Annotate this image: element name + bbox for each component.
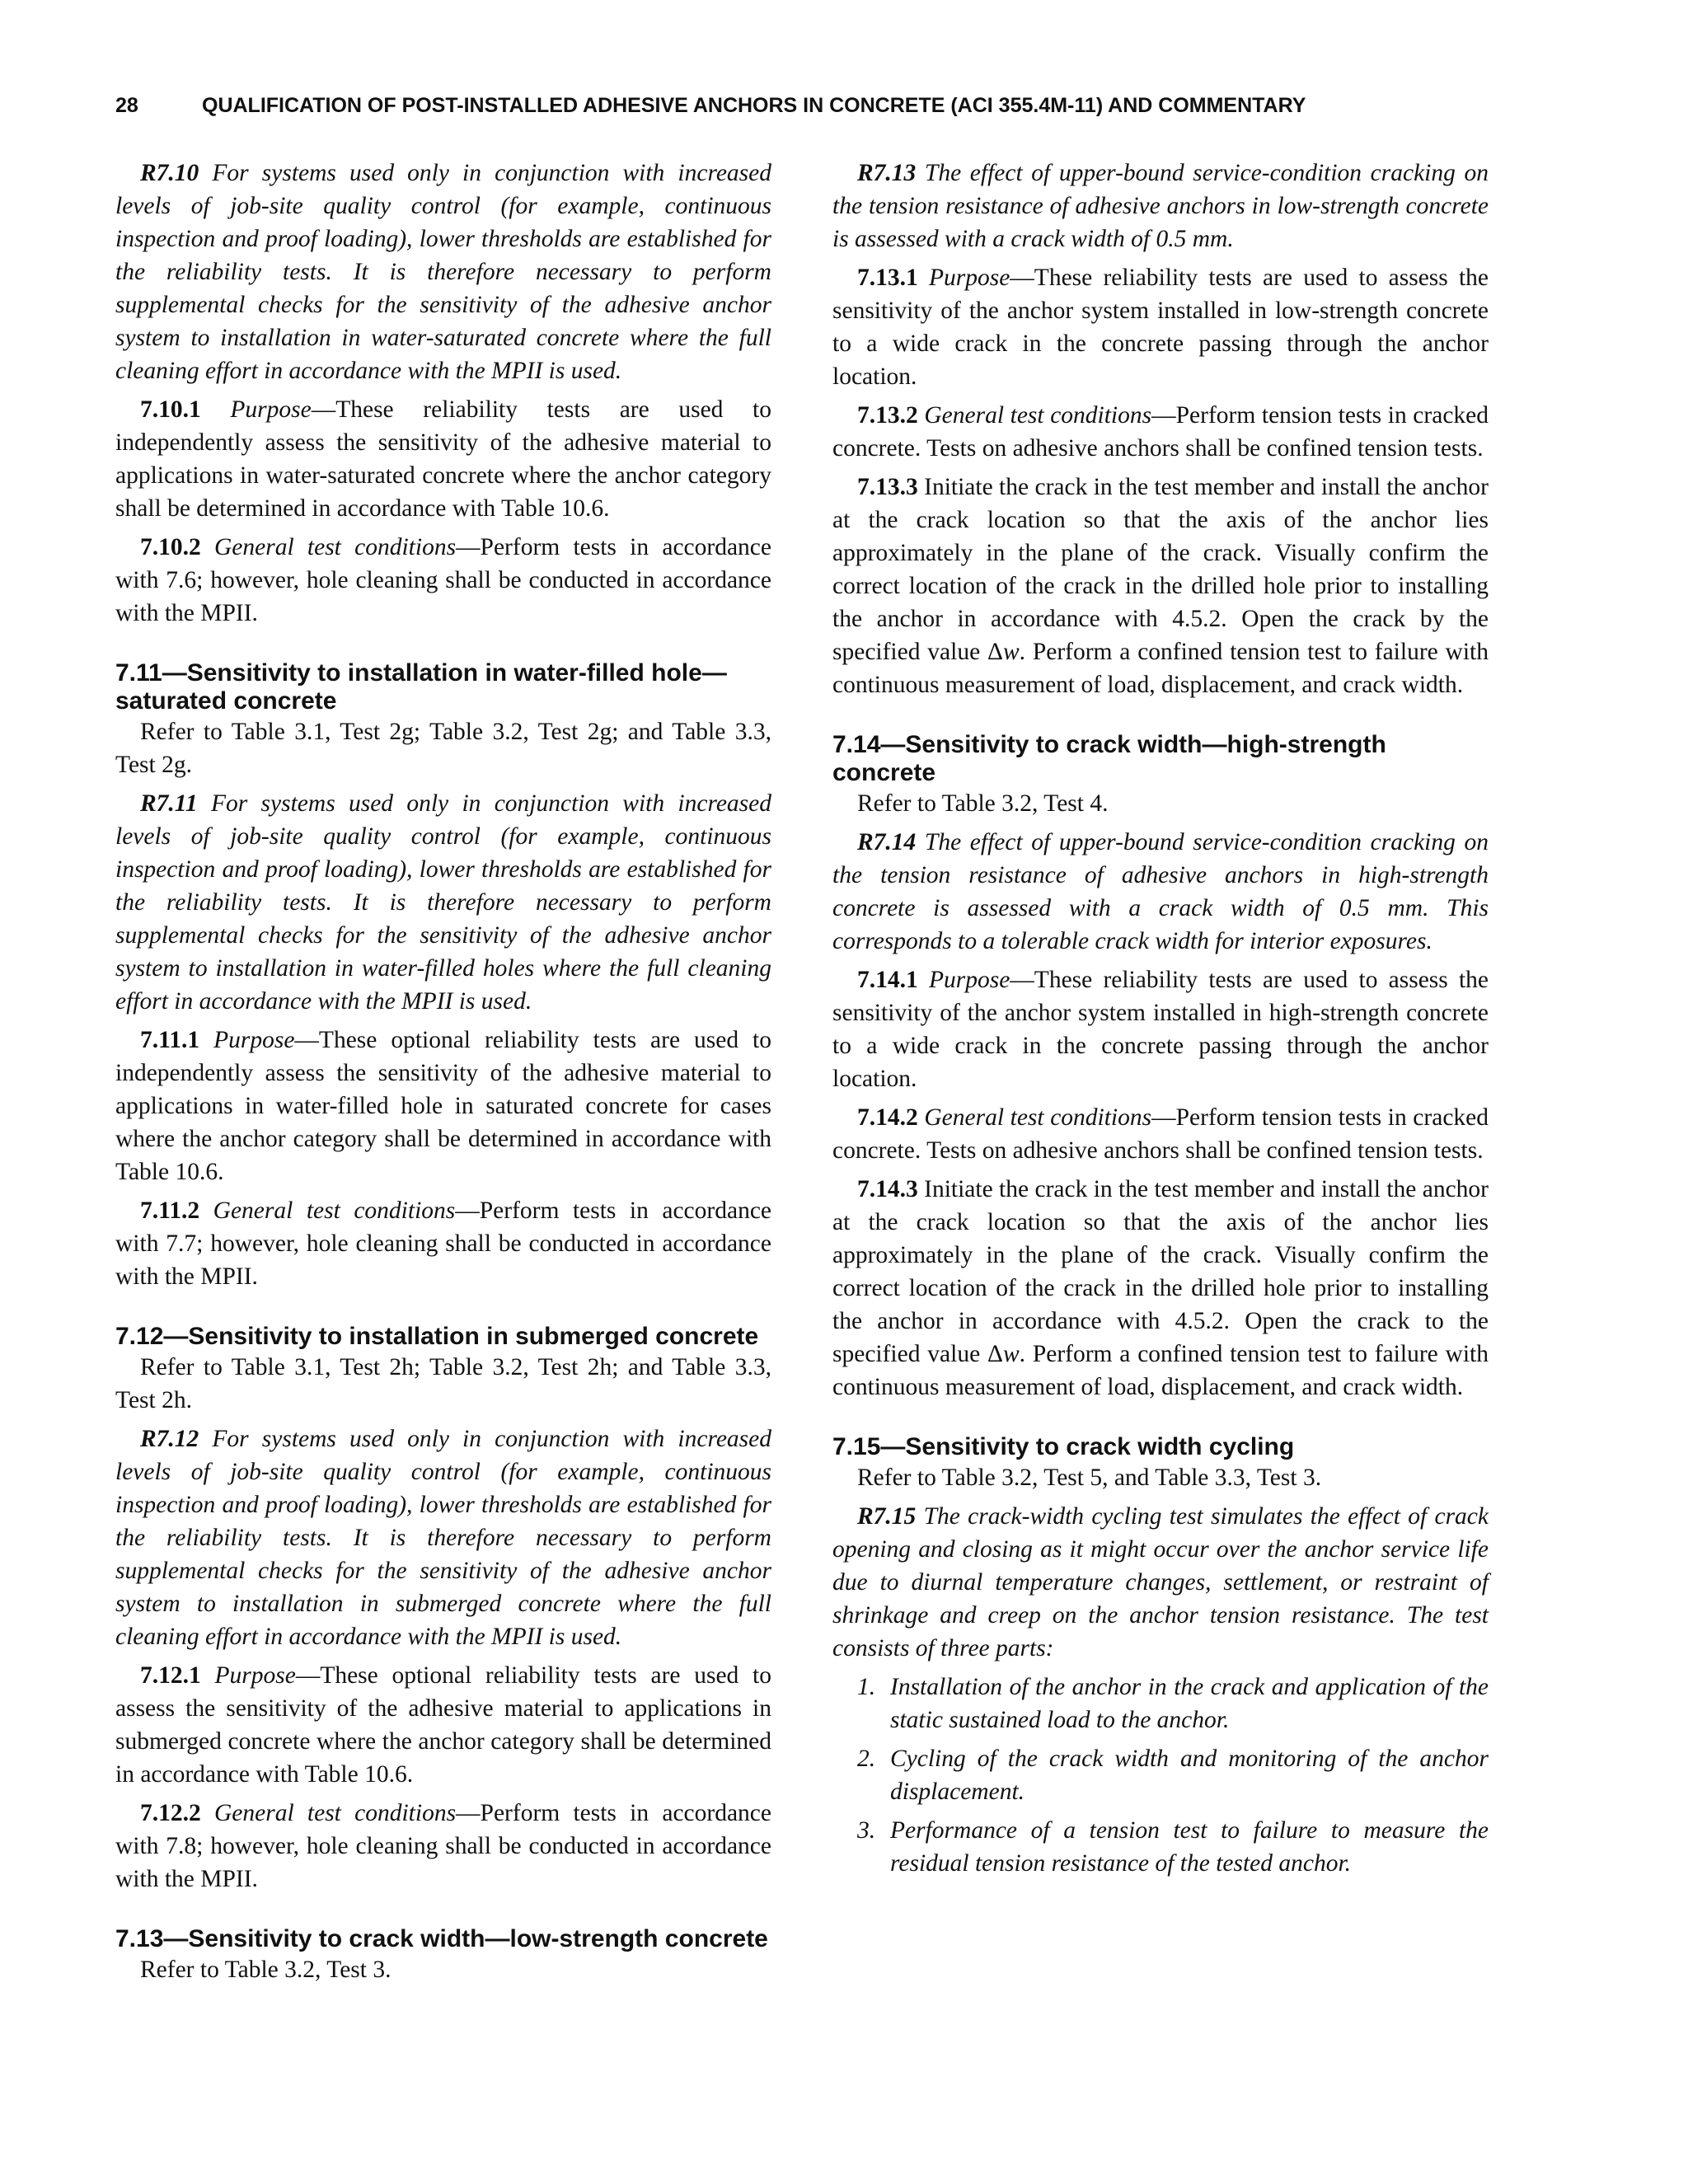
- commentary-text: For systems used only in conjunction with increased levels of job-site quality control (for example, continuous inspection and proof loading), lower thresholds are established for the reliability tests. It is therefore necessary to perform supplemental checks for the sensitivity of the adhesive anchor system to installation in water-saturated concrete where the full cleaning effort in accordance with the MPII is used.: [115, 160, 771, 384]
- commentary-number: R7.10: [140, 160, 199, 186]
- commentary-text: For systems used only in conjunction with increased levels of job-site quality control (for example, continuous inspection and proof loading), lower thresholds are established for the reliability tests. It is therefore necessary to perform supplemental checks for the sensitivity of the adhesive anchor system to installation in submerged concrete where the full cleaning effort in accordance with the MPII is used.: [115, 1426, 771, 1650]
- commentary-number: R7.11: [140, 790, 198, 817]
- paragraph-lead: Purpose: [213, 1027, 295, 1053]
- paragraph-number: 7.11.1: [140, 1027, 200, 1053]
- commentary-text: The effect of upper-bound service-condition cracking on the tension resistance of adhesive anchors in high-strength concrete is assessed with a crack width of 0.5 mm. This corresponds to a tolerable crack width for interior exposures.: [832, 829, 1489, 954]
- running-header: [115, 92, 1582, 125]
- paragraph-text-continued: . Perform a confined tension test to failure with continuous measurement of load, displacement, and crack width.: [832, 1341, 1489, 1400]
- paragraph-lead: General test conditions: [213, 1197, 456, 1224]
- commentary-r7-14: [832, 826, 1489, 958]
- paragraph-7-11-2: [115, 1194, 771, 1293]
- commentary-r7-13: [832, 157, 1489, 255]
- commentary-number: R7.13: [857, 160, 917, 186]
- paragraph-number: 7.13.3: [857, 474, 918, 500]
- page-number: 28: [115, 94, 138, 117]
- paragraph-number: 7.14.1: [857, 967, 918, 993]
- paragraph-text: —Perform tests in accordance with 7.6; however, hole cleaning shall be conducted in accordance with the MPII.: [115, 534, 771, 626]
- paragraph-lead: Purpose: [928, 967, 1010, 993]
- section-reference-7-14: Refer to Table 3.2, Test 4.: [857, 790, 1109, 817]
- paragraph-7-13-3: [832, 471, 1489, 701]
- paragraph-number: 7.13.1: [857, 265, 918, 291]
- paragraph-text: —These reliability tests are used to assess the sensitivity of the anchor system installed in low-strength concrete to a wide crack in the concrete passing through the anchor location.: [832, 265, 1489, 390]
- section-reference-7-11: Refer to Table 3.1, Test 2g; Table 3.2, Test 2g; and Table 3.3, Test 2g.: [115, 719, 771, 778]
- paragraph-number: 7.14.2: [857, 1104, 918, 1131]
- list-marker: 2.: [857, 1746, 876, 1772]
- paragraph-text: —Perform tests in accordance with 7.7; however, hole cleaning shall be conducted in accordance with the MPII.: [115, 1197, 772, 1290]
- paragraph-7-13-2: [832, 399, 1489, 465]
- paragraph-lead: General test conditions: [924, 402, 1152, 429]
- section-heading-7-13: 7.13—Sensitivity to crack width—low-strength concrete: [115, 1925, 768, 1952]
- list-item-text: Performance of a tension test to failure to measure the residual tension resistance of the tested anchor.: [890, 1817, 1489, 1877]
- paragraph-text: —These optional reliability tests are used to independently assess the sensitivity of the adhesive material to applications in water-filled hole in saturated concrete for cases where the anchor category shall be determined in accordance with Table 10.6.: [115, 1027, 771, 1185]
- right-column: [832, 157, 1489, 1886]
- paragraph-lead: General test conditions: [214, 534, 457, 560]
- section-reference-7-15: Refer to Table 3.2, Test 5, and Table 3.3, Test 3.: [857, 1465, 1322, 1491]
- paragraph-text-continued: . Perform a confined tension test to failure with continuous measurement of load, displacement, and crack width.: [832, 639, 1489, 698]
- list-marker: 3.: [857, 1817, 876, 1844]
- running-title: QUALIFICATION OF POST-INSTALLED ADHESIVE ANCHORS IN CONCRETE (ACI 355.4M-11) AND COMMENTARY: [202, 94, 1306, 117]
- paragraph-number: 7.14.3: [857, 1176, 918, 1202]
- paragraph-lead: General test conditions: [214, 1800, 457, 1826]
- paragraph-text: —These optional reliability tests are used to assess the sensitivity of the adhesive material to applications in submerged concrete where the anchor category shall be determined in accordance with Table 10.6.: [115, 1662, 771, 1788]
- paragraph-number: 7.10.1: [140, 396, 201, 423]
- commentary-number: R7.12: [140, 1426, 199, 1452]
- paragraph-number: 7.12.2: [140, 1800, 201, 1826]
- commentary-r7-15: [832, 1500, 1489, 1665]
- test-parts-list: [832, 1671, 1489, 1880]
- paragraph-lead: Purpose: [214, 1662, 296, 1689]
- paragraph-lead: General test conditions: [924, 1104, 1152, 1131]
- paragraph-number: 7.11.2: [140, 1197, 200, 1224]
- paragraph-text: Initiate the crack in the test member and install the anchor at the crack location so that the axis of the anchor lies approximately in the plane of the crack. Visually confirm the correct location of the crack in the drilled hole prior to installing the anchor in accordance with 4.5.2. Open the crack to the specified value Δ: [832, 1176, 1489, 1367]
- paragraph-text: —Perform tests in accordance with 7.8; however, hole cleaning shall be conducted in accordance with the MPII.: [115, 1800, 771, 1892]
- list-item: [832, 1814, 1489, 1880]
- paragraph-text: —These reliability tests are used to assess the sensitivity of the anchor system installed in high-strength concrete to a wide crack in the concrete passing through the anchor location.: [832, 967, 1489, 1092]
- section-heading-7-11: 7.11—Sensitivity to installation in water-filled hole—saturated concrete: [115, 659, 727, 715]
- commentary-text: The crack-width cycling test simulates the effect of crack opening and closing as it might occur over the anchor service life due to diurnal temperature changes, settlement, or restraint of shrinkage and creep on the anchor tension resistance. The test consists of three parts:: [832, 1503, 1489, 1661]
- paragraph-7-14-1: [832, 963, 1489, 1095]
- commentary-text: The effect of upper-bound service-condition cracking on the tension resistance of adhesive anchors in low-strength concrete is assessed with a crack width of 0.5 mm.: [832, 160, 1489, 252]
- paragraph-7-10-2: [115, 531, 771, 630]
- commentary-number: R7.14: [857, 829, 917, 855]
- paragraph-lead: Purpose: [928, 265, 1010, 291]
- left-column: [115, 157, 771, 1992]
- paragraph-7-14-3: [832, 1173, 1489, 1404]
- paragraph-number: 7.12.1: [140, 1662, 201, 1689]
- crack-width-variable: w: [1002, 1341, 1020, 1367]
- section-heading-7-12: 7.12—Sensitivity to installation in submerged concrete: [115, 1323, 759, 1350]
- list-item: [832, 1671, 1489, 1736]
- paragraph-7-12-2: [115, 1797, 771, 1896]
- section-reference-7-13: Refer to Table 3.2, Test 3.: [140, 1957, 392, 1983]
- list-marker: 1.: [857, 1674, 876, 1700]
- paragraph-7-12-1: [115, 1659, 771, 1791]
- paragraph-text: —Perform tension tests in cracked concrete. Tests on adhesive anchors shall be confined tension tests.: [832, 402, 1489, 462]
- paragraph-7-11-1: [115, 1024, 771, 1188]
- commentary-r7-11: [115, 787, 771, 1018]
- paragraph-text: Initiate the crack in the test member and install the anchor at the crack location so that the axis of the anchor lies approximately in the plane of the crack. Visually confirm the correct location of the crack in the drilled hole prior to installing the anchor in accordance with 4.5.2. Open the crack by the specified value Δ: [832, 474, 1489, 665]
- section-heading-7-15: 7.15—Sensitivity to crack width cycling: [832, 1433, 1295, 1460]
- paragraph-7-13-1: [832, 261, 1489, 393]
- crack-width-variable: w: [1002, 639, 1020, 665]
- commentary-r7-10: [115, 157, 771, 387]
- paragraph-text: —Perform tension tests in cracked concrete. Tests on adhesive anchors shall be confined tension tests.: [832, 1104, 1489, 1164]
- list-item-text: Cycling of the crack width and monitoring of the anchor displacement.: [890, 1746, 1489, 1805]
- commentary-number: R7.15: [857, 1503, 917, 1530]
- paragraph-text: —These reliability tests are used to independently assess the sensitivity of the adhesive material to applications in water-saturated concrete where the anchor category shall be determined in accordance with Table 10.6.: [115, 396, 771, 522]
- commentary-text: For systems used only in conjunction with increased levels of job-site quality control (for example, continuous inspection and proof loading), lower thresholds are established for the reliability tests. It is therefore necessary to perform supplemental checks for the sensitivity of the adhesive anchor system to installation in water-filled holes where the full cleaning effort in accordance with the MPII is used.: [115, 790, 771, 1015]
- paragraph-number: 7.13.2: [857, 402, 918, 429]
- list-item-text: Installation of the anchor in the crack and application of the static sustained load to the anchor.: [890, 1674, 1489, 1733]
- paragraph-number: 7.10.2: [140, 534, 201, 560]
- paragraph-lead: Purpose: [230, 396, 312, 423]
- section-reference-7-12: Refer to Table 3.1, Test 2h; Table 3.2, Test 2h; and Table 3.3, Test 2h.: [115, 1354, 771, 1413]
- list-item: [832, 1742, 1489, 1808]
- section-heading-7-14: 7.14—Sensitivity to crack width—high-strength concrete: [832, 731, 1386, 786]
- paragraph-7-10-1: [115, 393, 771, 525]
- paragraph-7-14-2: [832, 1101, 1489, 1167]
- commentary-r7-12: [115, 1422, 771, 1653]
